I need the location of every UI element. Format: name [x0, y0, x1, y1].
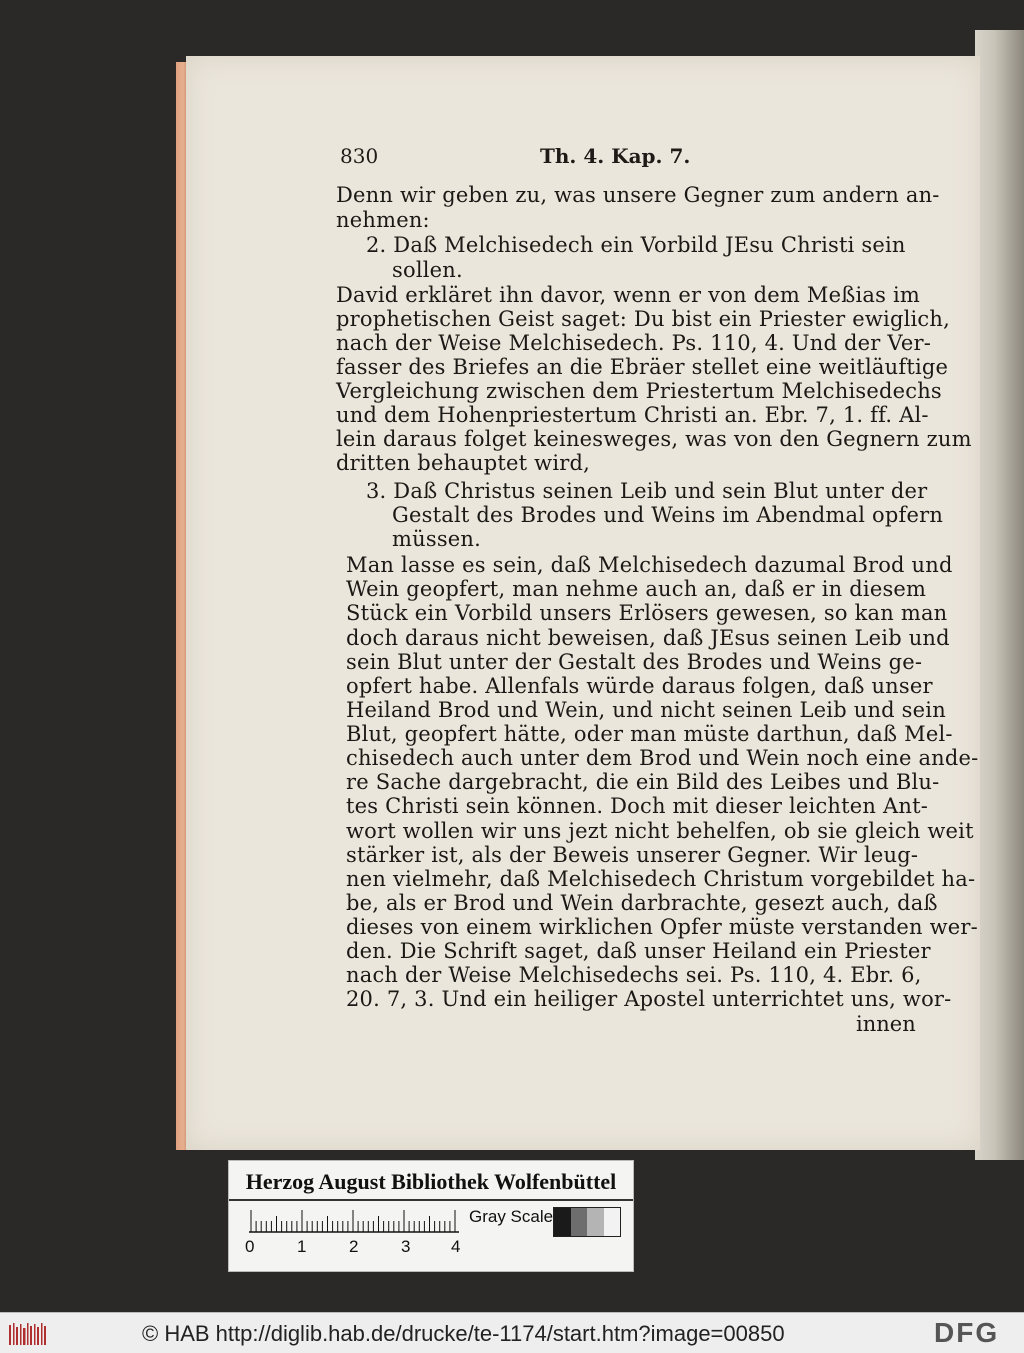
- text-line: lein daraus folget keinesweges, was von den Gegnern zum: [336, 427, 972, 451]
- text-line: tes Christi sein können. Doch mit dieser leichten Ant-: [346, 794, 929, 818]
- hab-barcode-icon: [8, 1321, 50, 1347]
- ruler-number: 4: [451, 1237, 461, 1256]
- text-line: prophetischen Geist saget: Du bist ein Priester ewiglich,: [336, 307, 950, 331]
- text-line: wort wollen wir uns jezt nicht behelfen, ob sie gleich weit: [346, 819, 974, 843]
- book-page: [186, 56, 980, 1150]
- gray-scale-swatches: [553, 1207, 621, 1237]
- ruler-numbers: [245, 1237, 475, 1259]
- text-line: 20. 7, 3. Und ein heiliger Apostel unterrichtet uns, wor-: [346, 987, 952, 1011]
- text-line: fasser des Briefes an die Ebräer stellet eine weitläuftige: [336, 355, 949, 379]
- text-line: re Sache dargebracht, die ein Bild des Leibes und Blu-: [346, 770, 940, 794]
- gray-swatch: [571, 1208, 588, 1236]
- text-line: nach der Weise Melchisedechs sei. Ps. 110, 4. Ebr. 6,: [346, 963, 922, 987]
- text-line: sollen.: [392, 258, 463, 282]
- text-line: 3. Daß Christus seinen Leib und sein Blut unter der: [366, 479, 928, 503]
- text-line: 2. Daß Melchisedech ein Vorbild JEsu Christi sein: [366, 233, 906, 257]
- text-line: nach der Weise Melchisedech. Ps. 110, 4. Und der Ver-: [336, 331, 932, 355]
- text-line: doch daraus nicht beweisen, daß JEsus seinen Leib und: [346, 626, 950, 650]
- page-number: 830: [340, 144, 379, 168]
- text-line: dritten behauptet wird,: [336, 451, 591, 475]
- text-line: Man lasse es sein, daß Melchisedech dazumal Brod und: [346, 553, 953, 577]
- gray-swatch: [604, 1208, 621, 1236]
- text-line: be, als er Brod und Wein darbrachte, gesezt auch, daß: [346, 891, 938, 915]
- gray-scale-label: Gray Scale: [469, 1207, 554, 1226]
- text-line: nen vielmehr, daß Melchisedech Christum vorgebildet ha-: [346, 867, 976, 891]
- gray-swatch: [587, 1208, 604, 1236]
- ruler-number: 3: [401, 1237, 411, 1256]
- text-line: chisedech auch unter dem Brod und Wein noch eine ande-: [346, 746, 979, 770]
- text-line: und dem Hohenpriestertum Christi an. Ebr. 7, 1. ff. Al-: [336, 403, 929, 427]
- running-head: Th. 4. Kap. 7.: [540, 144, 691, 168]
- text-line: müssen.: [392, 527, 482, 551]
- text-line: Blut, geopfert hätte, oder man müste darthun, daß Mel-: [346, 722, 953, 746]
- text-line: Heiland Brod und Wein, und nicht seinen Leib und sein: [346, 698, 946, 722]
- dfg-logo: DFG: [934, 1317, 1000, 1348]
- library-name: Herzog August Bibliothek Wolfenbüttel: [229, 1165, 633, 1201]
- adjacent-pages-edge: [975, 30, 1024, 1160]
- ruler-number: 1: [297, 1237, 307, 1256]
- text-line: Vergleichung zwischen dem Priestertum Melchisedechs: [336, 379, 942, 403]
- ruler-number: 0: [245, 1237, 255, 1256]
- gray-swatch: [554, 1208, 571, 1236]
- text-line: stärker ist, als der Beweis unserer Gegner. Wir leug-: [346, 843, 919, 867]
- footer-copyright-url[interactable]: © HAB http://diglib.hab.de/drucke/te-1174/start.htm?image=00850: [142, 1321, 785, 1346]
- text-line: David erkläret ihn davor, wenn er von dem Meßias im: [336, 283, 920, 307]
- text-line: Wein geopfert, man nehme auch an, daß er in diesem: [346, 577, 927, 601]
- footer-bar: [0, 1312, 1024, 1353]
- text-line: Denn wir geben zu, was unsere Gegner zum andern an-: [336, 183, 940, 207]
- ruler-number: 2: [349, 1237, 359, 1256]
- text-line: Gestalt des Brodes und Weins im Abendmal opfern: [392, 503, 944, 527]
- text-line: sein Blut unter der Gestalt des Brodes und Weins ge-: [346, 650, 923, 674]
- color-reference-bar: [228, 1160, 634, 1272]
- catchword: innen: [856, 1012, 916, 1036]
- text-line: Stück ein Vorbild unsers Erlösers gewesen, so kan man: [346, 601, 948, 625]
- text-line: nehmen:: [336, 208, 430, 232]
- ruler-scale: [249, 1209, 459, 1233]
- text-line: opfert habe. Allenfals würde daraus folgen, daß unser: [346, 674, 933, 698]
- page-header: [340, 144, 880, 174]
- text-line: den. Die Schrift saget, daß unser Heiland ein Priester: [346, 939, 931, 963]
- text-line: dieses von einem wirklichen Opfer müste verstanden wer-: [346, 915, 978, 939]
